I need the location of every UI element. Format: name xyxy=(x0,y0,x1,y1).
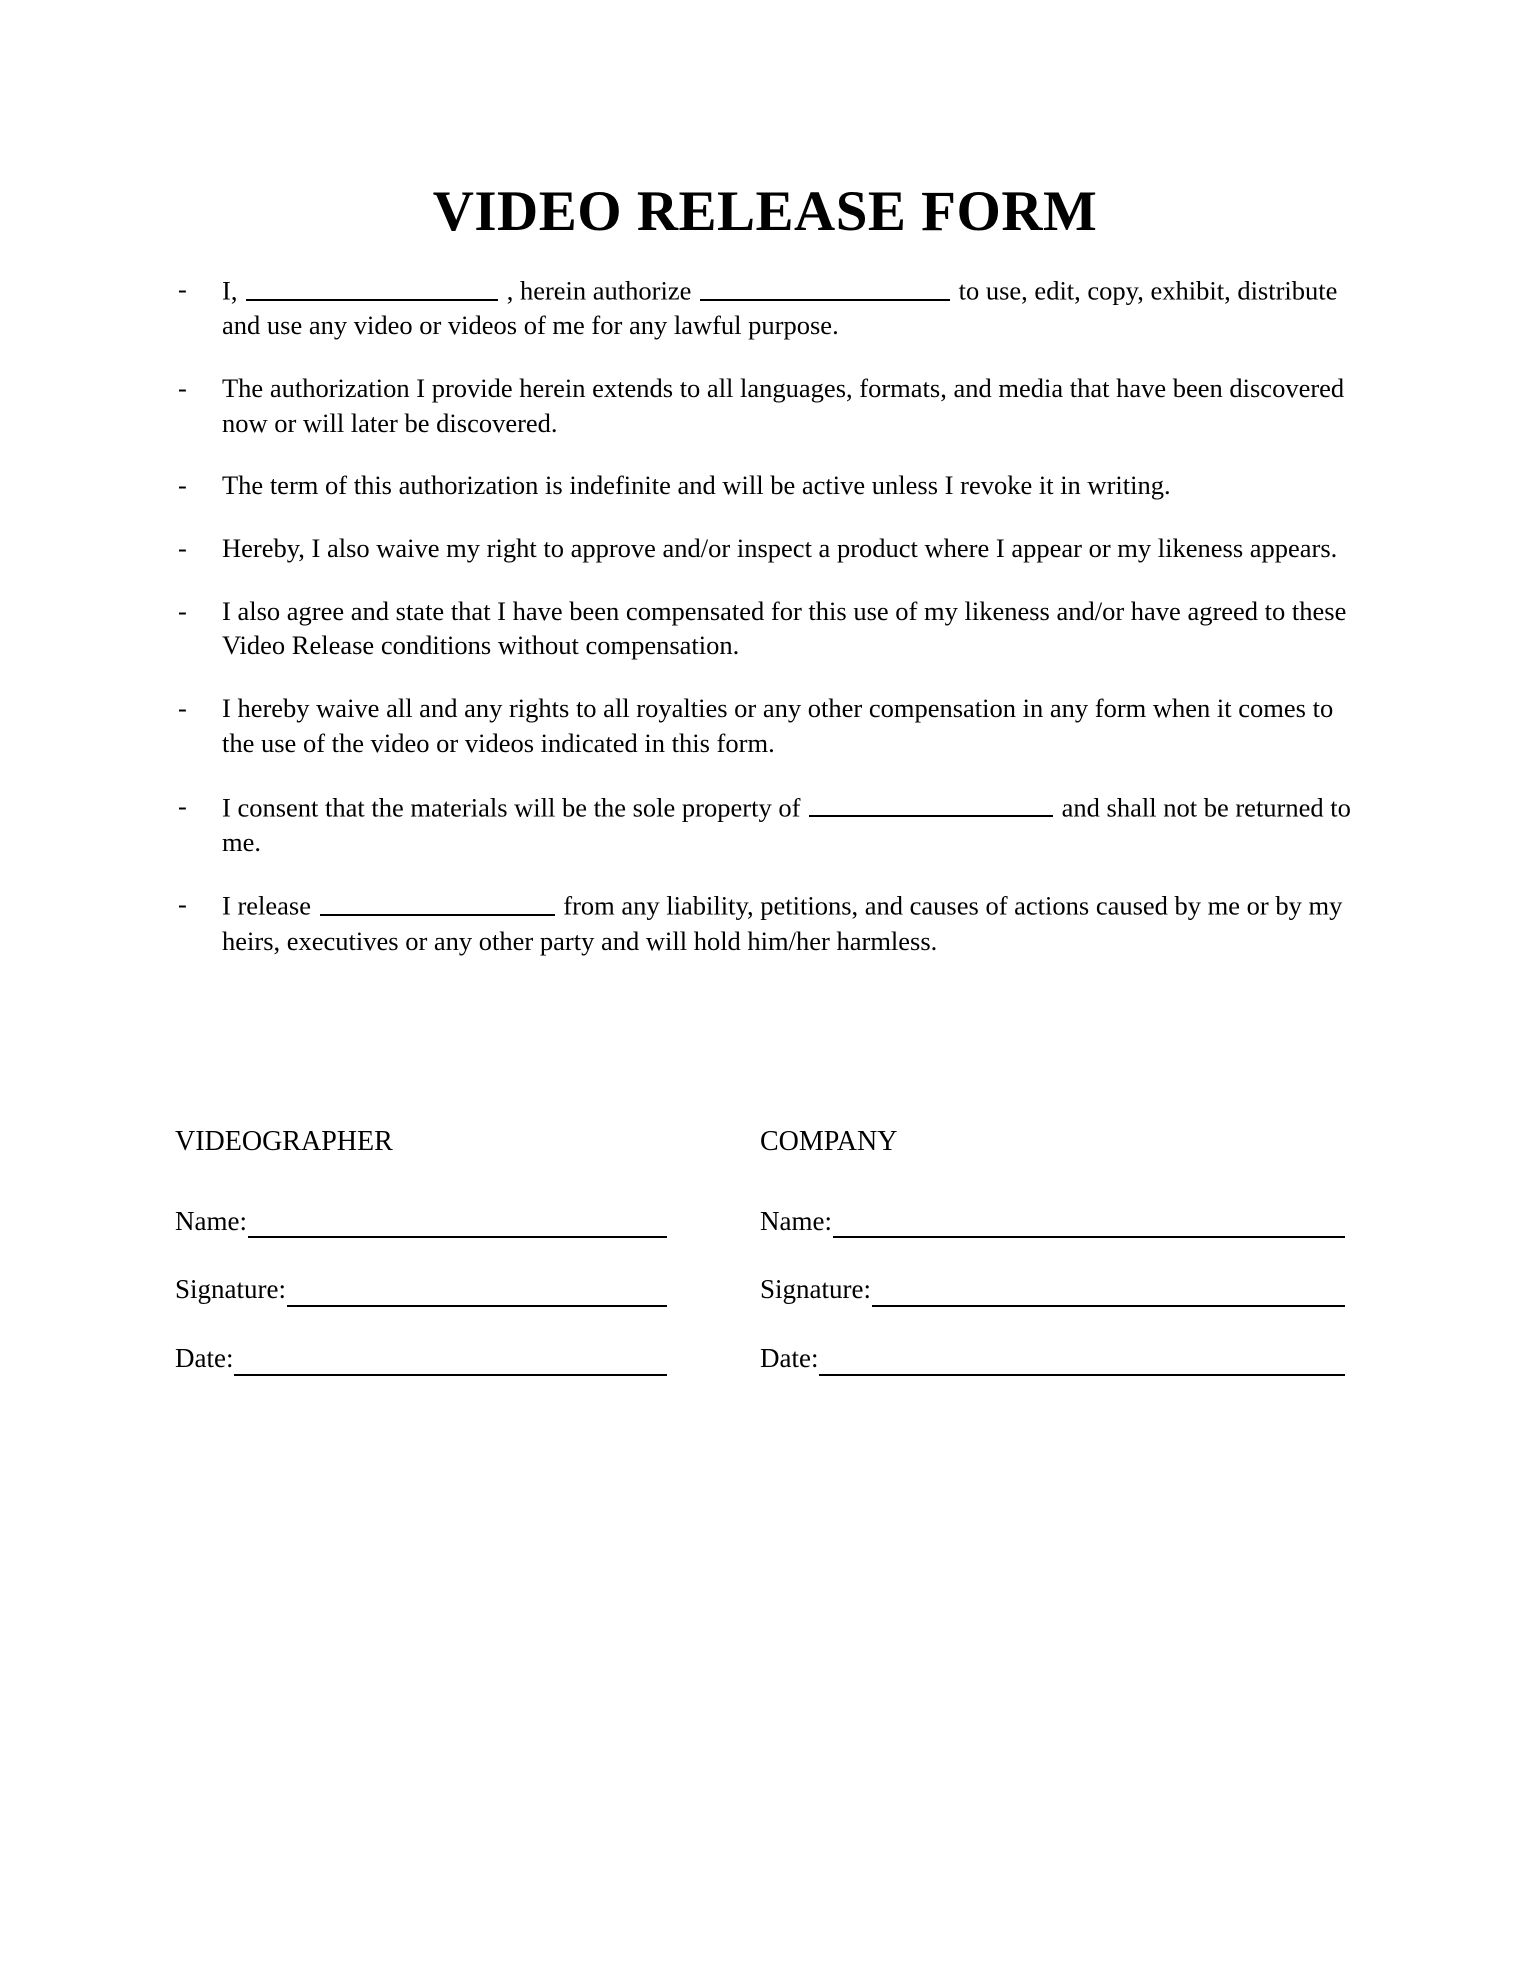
clause-item xyxy=(178,594,1353,663)
signature-field-row xyxy=(760,1342,1345,1376)
clause-item xyxy=(178,371,1353,440)
fill-in-blank-field[interactable] xyxy=(246,272,498,301)
clause-item xyxy=(178,789,1353,860)
clause-text-run: Hereby, I also waive my right to approve and/or inspect a product where I appear or my likeness appears. xyxy=(222,533,1338,564)
clause-text xyxy=(222,887,1353,958)
clause-item xyxy=(178,691,1353,760)
clause-item xyxy=(178,272,1353,343)
signature-column-heading: VIDEOGRAPHER xyxy=(175,1126,393,1157)
clause-item xyxy=(178,531,1353,566)
signature-field-label: Name: xyxy=(760,1205,832,1236)
signature-column-heading: COMPANY xyxy=(760,1126,898,1157)
clause-text-run: I, xyxy=(222,275,238,306)
clause-text-run: I hereby waive all and any rights to all royalties or any other compensation in any form when it comes to the use of the video or videos indicated in this form. xyxy=(222,693,1334,758)
clause-text xyxy=(222,272,1353,343)
bullet-dash-marker: - xyxy=(178,790,187,821)
signature-field-input-line[interactable] xyxy=(287,1281,667,1307)
signature-block xyxy=(175,1125,1355,1376)
clause-text-run: , herein authorize xyxy=(506,275,692,306)
signature-column-company xyxy=(760,1125,1345,1376)
signature-column-videographer xyxy=(175,1125,760,1376)
fill-in-blank-field[interactable] xyxy=(809,789,1053,818)
clause-text xyxy=(222,594,1353,663)
clause-text-run: The authorization I provide herein extends to all languages, formats, and media that have been discovered now or will later be discovered. xyxy=(222,372,1345,438)
signature-field-row xyxy=(175,1273,760,1307)
signature-field-input-line[interactable] xyxy=(833,1213,1345,1239)
signature-field-input-line[interactable] xyxy=(872,1281,1345,1307)
clause-text xyxy=(222,371,1353,440)
clause-text-run: I also agree and state that I have been compensated for this use of my likeness and/or have agreed to these Video Release conditions without compensation. xyxy=(222,595,1347,661)
clause-item xyxy=(178,887,1353,958)
signature-field-row xyxy=(175,1342,760,1376)
signature-field-label: Signature: xyxy=(760,1274,871,1305)
signature-field-input-line[interactable] xyxy=(234,1350,667,1376)
bullet-dash-marker: - xyxy=(178,595,187,626)
bullet-dash-marker: - xyxy=(178,470,187,501)
clause-text xyxy=(222,691,1353,760)
clause-text xyxy=(222,789,1353,860)
signature-field-label: Name: xyxy=(175,1205,247,1236)
page-title: VIDEO RELEASE FORM xyxy=(432,180,1098,244)
clause-text xyxy=(222,468,1353,503)
signature-field-label: Date: xyxy=(175,1343,234,1374)
bullet-dash-marker: - xyxy=(178,693,187,724)
clause-text xyxy=(222,531,1353,566)
clause-text-run: The term of this authorization is indefinite and will be active unless I revoke it in writing. xyxy=(222,470,1171,501)
clause-text-run: and shall not be returned to me. xyxy=(222,792,1351,857)
fill-in-blank-field[interactable] xyxy=(320,887,555,916)
signature-field-label: Date: xyxy=(760,1343,819,1374)
clause-text-run: I consent that the materials will be the sole property of xyxy=(222,792,801,823)
signature-columns xyxy=(175,1125,1355,1376)
signature-field-row xyxy=(175,1205,760,1239)
clause-text-run: I release xyxy=(222,890,311,921)
signature-field-label: Signature: xyxy=(175,1274,286,1305)
signature-field-input-line[interactable] xyxy=(248,1213,667,1239)
fill-in-blank-field[interactable] xyxy=(700,272,950,301)
signature-field-row xyxy=(760,1273,1345,1307)
bullet-dash-marker: - xyxy=(178,372,187,403)
clause-text-run: to use, edit, copy, exhibit, distribute and use any video or videos of me for any lawful purpose. xyxy=(222,275,1338,341)
clause-list xyxy=(178,272,1353,986)
bullet-dash-marker: - xyxy=(178,274,187,304)
signature-field-input-line[interactable] xyxy=(819,1350,1345,1376)
clause-text-run: from any liability, petitions, and causes of actions caused by me or by my heirs, executives or any other party and will hold him/her harmless. xyxy=(222,890,1343,956)
clause-item xyxy=(178,468,1353,503)
bullet-dash-marker: - xyxy=(178,533,187,564)
bullet-dash-marker: - xyxy=(178,889,187,920)
signature-field-row xyxy=(760,1205,1345,1239)
